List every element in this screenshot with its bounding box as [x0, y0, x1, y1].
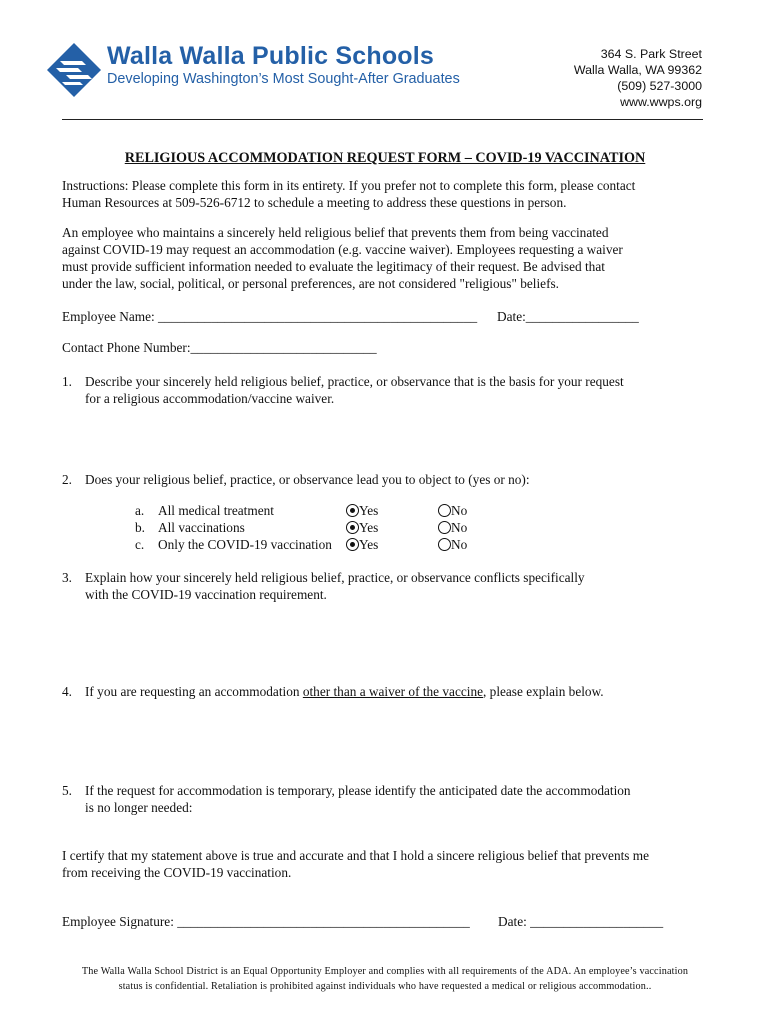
option-c-letter: c. [135, 537, 145, 552]
question-2 [62, 471, 702, 488]
option-a-yes-radio[interactable] [346, 504, 359, 517]
org-tagline: Developing Washington’s Most Sought-After Graduates [107, 71, 460, 87]
option-b-no-radio[interactable] [438, 521, 451, 534]
option-b-yes[interactable] [346, 520, 378, 536]
signature-row [62, 914, 470, 930]
option-c-no-label: No [451, 537, 468, 552]
question-3-line-2: with the COVID-19 vaccination requirement. [85, 587, 327, 602]
address-web: www.wwps.org [620, 95, 702, 109]
employee-name-label: Employee Name: [62, 309, 158, 324]
intro-line-2: against COVID-19 may request an accommodation (e.g. vaccine waiver). Employees requesting a waiver [62, 242, 623, 257]
signature-date-row [498, 914, 663, 930]
question-1-line-1: Describe your sincerely held religious belief, practice, or observance that is the basis for your request [85, 374, 624, 389]
date-row [497, 309, 639, 325]
option-c-yes-radio[interactable] [346, 538, 359, 551]
footer-line-1: The Walla Walla School District is an Equal Opportunity Employer and complies with all requirements of the ADA. An employee’s vaccination [81, 966, 689, 977]
question-1 [62, 373, 702, 407]
question-3 [62, 569, 702, 603]
address-phone: (509) 527-3000 [617, 79, 702, 93]
question-5-line-1: If the request for accommodation is temporary, please identify the anticipated date the accommodation [85, 783, 631, 798]
option-c-no[interactable] [438, 537, 467, 553]
school-district-diamond-logo-icon [46, 42, 102, 98]
address-city: Walla Walla, WA 99362 [573, 63, 702, 77]
question-4 [62, 683, 702, 700]
intro-line-3: must provide sufficient information needed to evaluate the legitimacy of their request. Be advised that [62, 259, 605, 274]
question-5 [62, 782, 702, 816]
question-4-text-post: , please explain below. [483, 684, 604, 699]
question-3-number: 3. [62, 570, 72, 585]
question-1-line-2: for a religious accommodation/vaccine waiver. [85, 391, 335, 406]
signature-date-field[interactable]: ____________________ [530, 914, 664, 929]
certification [62, 847, 702, 881]
option-a-yes[interactable] [346, 503, 378, 519]
intro-line-1: An employee who maintains a sincerely held religious belief that prevents them from being vaccinated [62, 225, 609, 240]
question-4-number: 4. [62, 684, 72, 699]
date-label: Date: [497, 309, 526, 324]
certification-line-1: I certify that my statement above is true and accurate and that I hold a sincere religious belief that prevents me [62, 848, 650, 863]
option-a-yes-label: Yes [359, 503, 379, 518]
address-block [574, 46, 702, 110]
option-c-no-radio[interactable] [438, 538, 451, 551]
option-c-yes[interactable] [346, 537, 378, 553]
contact-phone-field[interactable]: ____________________________ [190, 340, 377, 355]
option-b-yes-label: Yes [359, 520, 379, 535]
option-b-letter: b. [135, 520, 145, 535]
signature-field[interactable]: ____________________________________________ [177, 914, 470, 929]
employee-name-row [62, 309, 477, 325]
intro-line-4: under the law, social, political, or personal preferences, are not considered "religious" beliefs. [62, 276, 559, 291]
footer-line-2: status is confidential. Retaliation is prohibited against individuals who have requested a medical or religious accommodation.. [118, 981, 652, 992]
option-b-label: All vaccinations [158, 520, 245, 535]
option-a-no[interactable] [438, 503, 467, 519]
option-a-no-radio[interactable] [438, 504, 451, 517]
option-b-yes-radio[interactable] [346, 521, 359, 534]
contact-phone-label: Contact Phone Number: [62, 340, 191, 355]
contact-phone-row [62, 340, 377, 356]
question-2-number: 2. [62, 472, 72, 487]
instructions [62, 177, 702, 211]
instructions-line-1: Instructions: Please complete this form in its entirety. If you prefer not to complete this form, please contact [62, 178, 636, 193]
instructions-line-2: Human Resources at 509-526-6712 to schedule a meeting to address these questions in person. [62, 195, 567, 210]
certification-line-2: from receiving the COVID-19 vaccination. [62, 865, 292, 880]
option-c-yes-label: Yes [359, 537, 379, 552]
option-b-no[interactable] [438, 520, 467, 536]
question-4-text-pre: If you are requesting an accommodation [85, 684, 303, 699]
question-5-line-2: is no longer needed: [85, 800, 193, 815]
question-1-number: 1. [62, 374, 72, 389]
question-3-line-1: Explain how your sincerely held religious belief, practice, or observance conflicts specifically [85, 570, 585, 585]
address-street: 364 S. Park Street [600, 47, 702, 61]
form-title: RELIGIOUS ACCOMMODATION REQUEST FORM – COVID-19 VACCINATION [124, 150, 646, 166]
option-a-letter: a. [135, 503, 145, 518]
date-field[interactable]: _________________ [525, 309, 639, 324]
question-2-text: Does your religious belief, practice, or observance lead you to object to (yes or no): [85, 472, 530, 487]
intro-paragraph [62, 224, 702, 292]
org-name: Walla Walla Public Schools [107, 42, 435, 70]
option-c-label: Only the COVID-19 vaccination [158, 537, 332, 552]
option-a-label: All medical treatment [158, 503, 274, 518]
header-divider [62, 119, 703, 120]
employee-name-field[interactable]: ________________________________________________ [158, 309, 478, 324]
footer-notice [0, 964, 770, 994]
signature-label: Employee Signature: [62, 914, 178, 929]
question-4-underlined: other than a waiver of the vaccine [302, 684, 484, 699]
option-a-no-label: No [451, 503, 468, 518]
question-5-number: 5. [62, 783, 72, 798]
signature-date-label: Date: [498, 914, 531, 929]
option-b-no-label: No [451, 520, 468, 535]
